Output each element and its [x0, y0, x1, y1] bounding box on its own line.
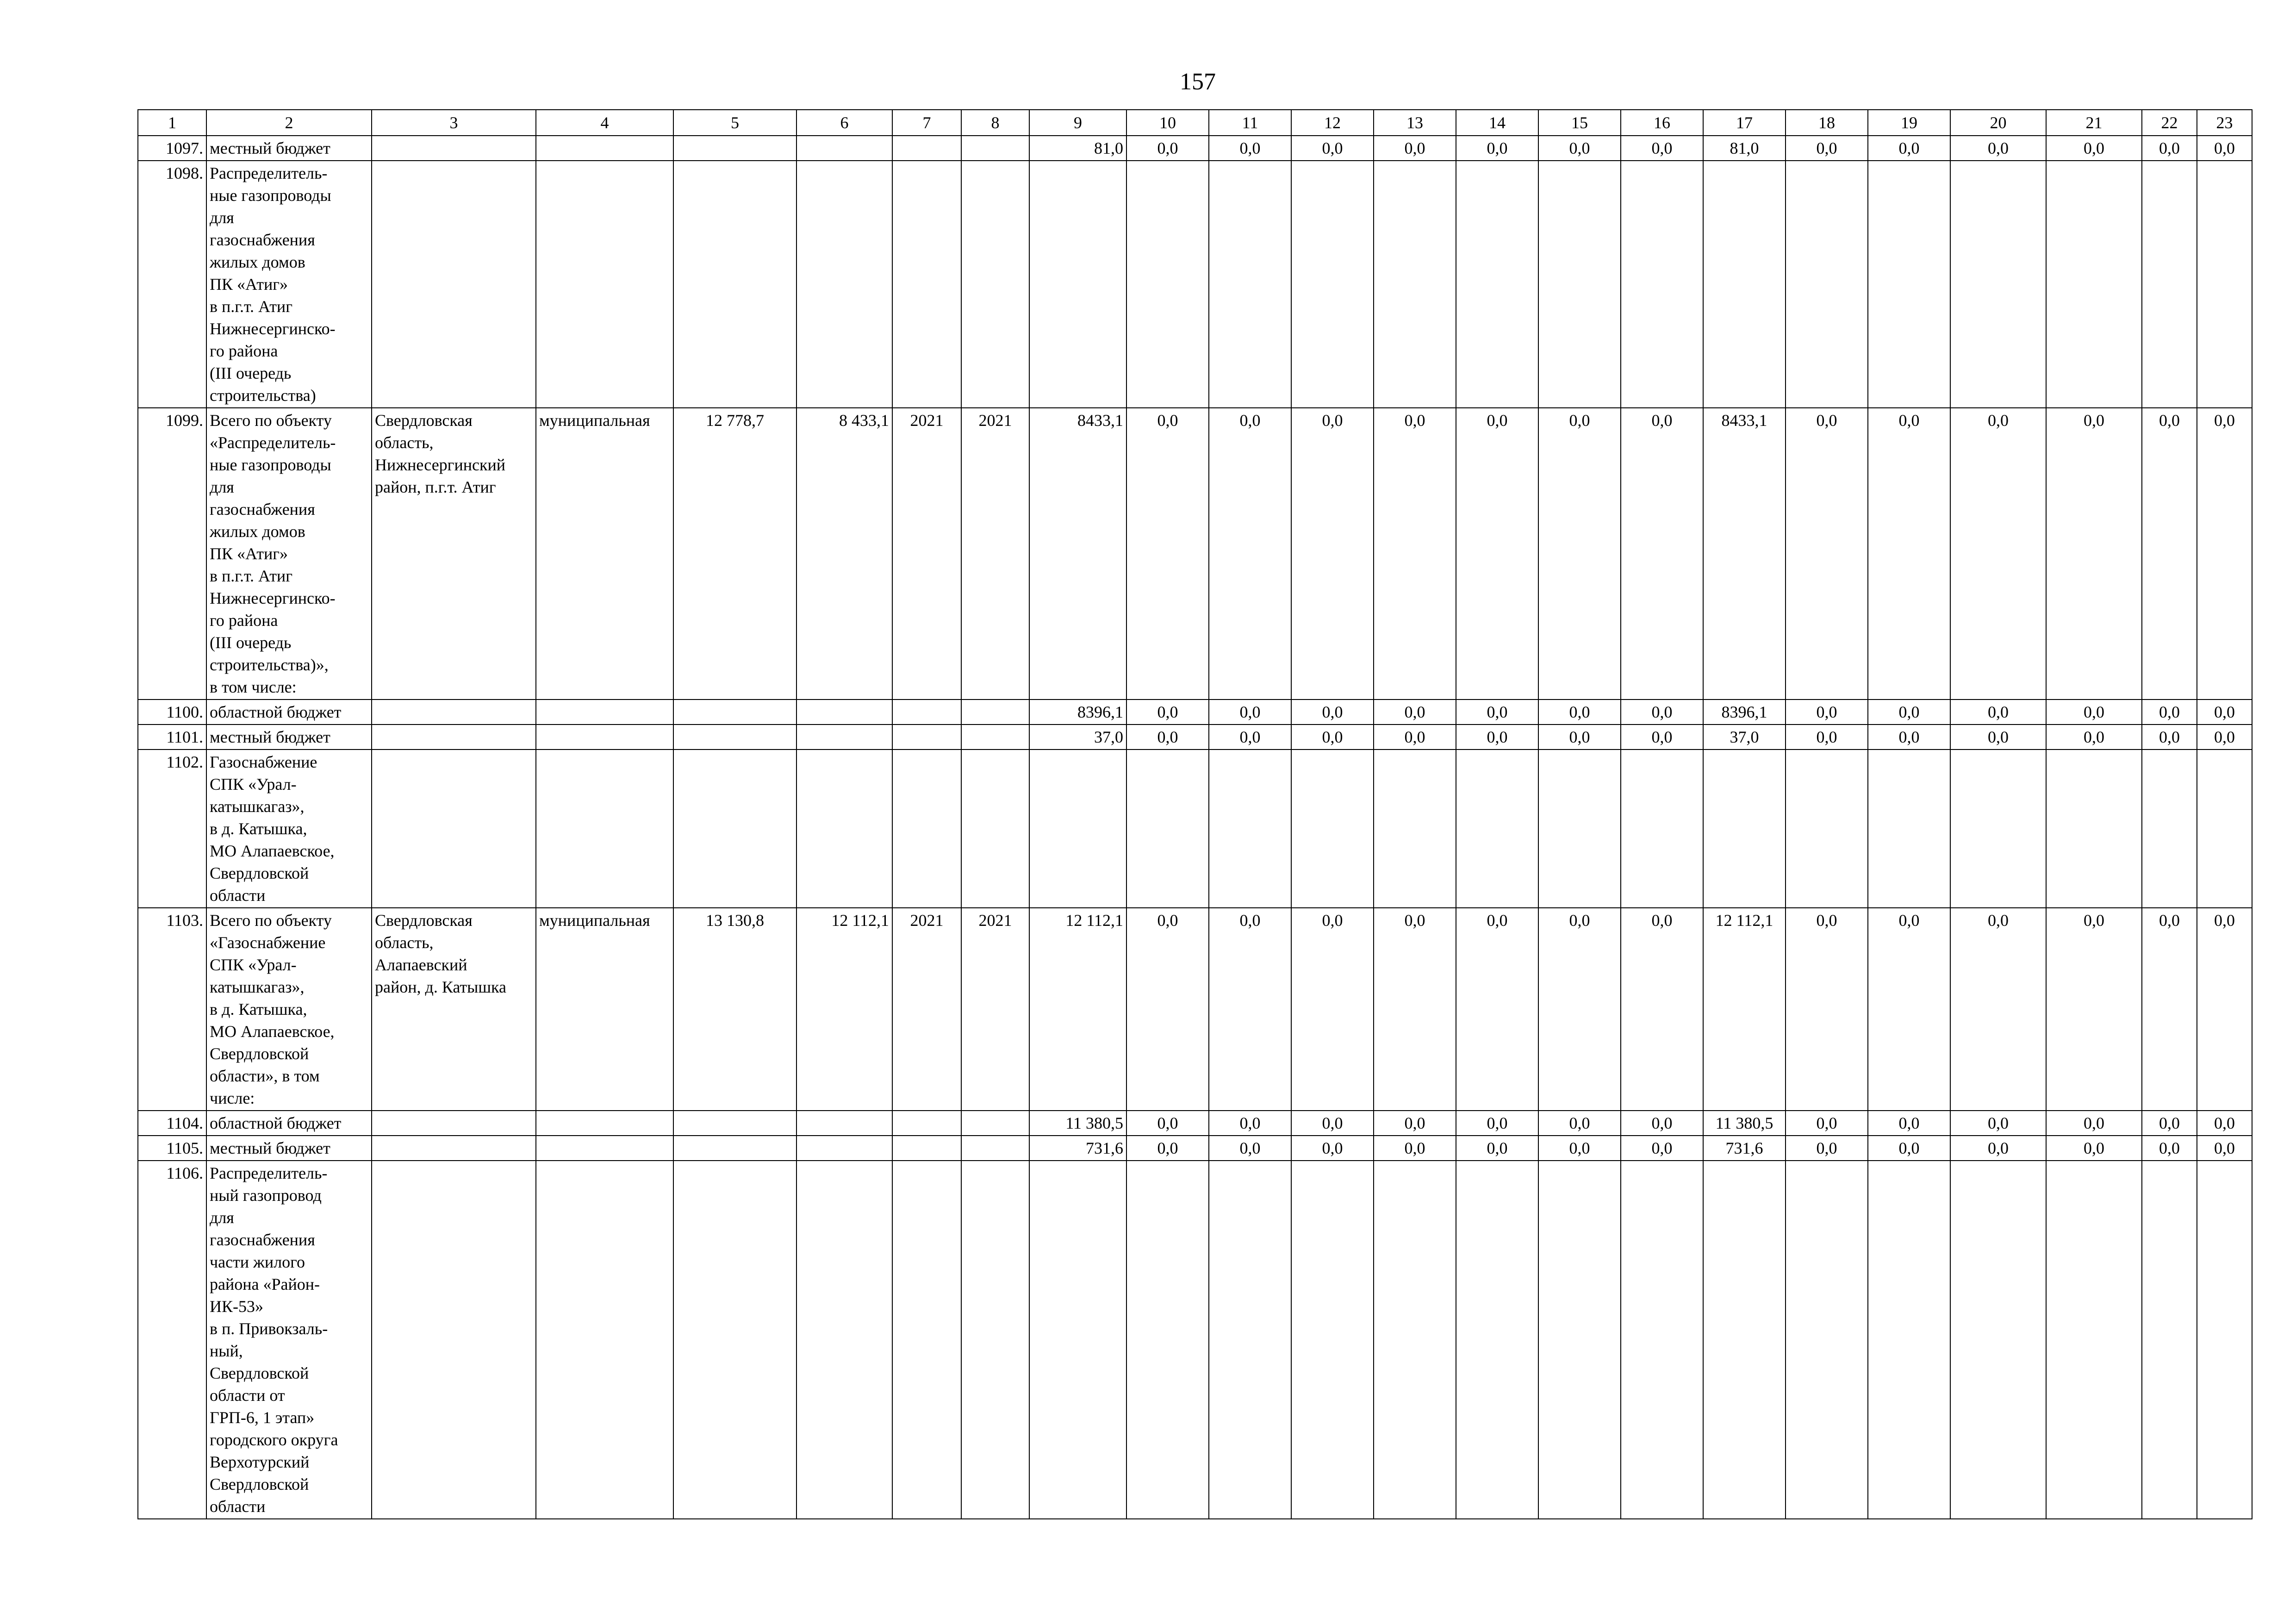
value-cell: [1786, 161, 1868, 408]
ownership-cell: [536, 750, 673, 908]
value-cell: 0,0: [1950, 408, 2046, 700]
value-cell: 0,0: [1786, 408, 1868, 700]
value-cell: 0,0: [1538, 725, 1621, 750]
value-cell: [1621, 161, 1703, 408]
column-header: 8: [961, 110, 1029, 136]
value-cell: 0,0: [1538, 908, 1621, 1111]
value-cell: [1126, 750, 1209, 908]
end-year-cell: [961, 1136, 1029, 1161]
row-number-cell: 1102.: [138, 750, 206, 908]
row-number-cell: 1099.: [138, 408, 206, 700]
value-cell: 0,0: [1868, 408, 1950, 700]
value-cell: 0,0: [1291, 700, 1374, 725]
column-header: 4: [536, 110, 673, 136]
value-cell: [2142, 1161, 2197, 1519]
column-header: 22: [2142, 110, 2197, 136]
value-cell: 0,0: [2197, 1111, 2252, 1136]
value-cell: 0,0: [1126, 1136, 1209, 1161]
column-number-header-row: [138, 110, 2252, 136]
remaining-cost-cell: [796, 725, 892, 750]
value-cell: 0,0: [1621, 1111, 1703, 1136]
ownership-cell: [536, 700, 673, 725]
location-cell: Свердловская область, Нижнесергинский район, п.г.т. Атиг: [372, 408, 536, 700]
value-cell: [1374, 161, 1456, 408]
page-number: 157: [1180, 69, 1216, 95]
column-header: 14: [1456, 110, 1538, 136]
value-cell: [1538, 1161, 1621, 1519]
year-funding-cell: 12 112,1: [1703, 908, 1786, 1111]
value-cell: 0,0: [1374, 408, 1456, 700]
value-cell: [1291, 1161, 1374, 1519]
value-cell: 0,0: [1374, 1111, 1456, 1136]
value-cell: 0,0: [1209, 725, 1291, 750]
remaining-cost-cell: 12 112,1: [796, 908, 892, 1111]
column-header: 11: [1209, 110, 1291, 136]
value-cell: 0,0: [1621, 1136, 1703, 1161]
column-header: 5: [673, 110, 796, 136]
year-funding-cell: 731,6: [1703, 1136, 1786, 1161]
object-name-cell: Всего по объекту «Газоснабжение СПК «Урал- катышкагаз», в д. Катышка, МО Алапаевское, Свердловской области», в том числе:: [206, 908, 372, 1111]
value-cell: [1456, 750, 1538, 908]
value-cell: 0,0: [1209, 136, 1291, 161]
total-funding-cell: 731,6: [1029, 1136, 1126, 1161]
value-cell: [1786, 750, 1868, 908]
value-cell: 0,0: [1868, 725, 1950, 750]
value-cell: 0,0: [2046, 1136, 2142, 1161]
table-row: [138, 136, 2252, 161]
object-name-cell: областной бюджет: [206, 700, 372, 725]
value-cell: 0,0: [2197, 700, 2252, 725]
value-cell: [2142, 750, 2197, 908]
value-cell: 0,0: [2142, 1136, 2197, 1161]
end-year-cell: [961, 750, 1029, 908]
value-cell: [1950, 1161, 2046, 1519]
table-row: [138, 725, 2252, 750]
table-row: [138, 161, 2252, 408]
column-header: 1: [138, 110, 206, 136]
value-cell: 0,0: [1950, 1136, 2046, 1161]
location-cell: [372, 1161, 536, 1519]
column-header: 18: [1786, 110, 1868, 136]
value-cell: [1209, 1161, 1291, 1519]
year-funding-cell: [1703, 750, 1786, 908]
row-number-cell: 1098.: [138, 161, 206, 408]
value-cell: 0,0: [1950, 136, 2046, 161]
value-cell: 0,0: [1621, 908, 1703, 1111]
column-header: 10: [1126, 110, 1209, 136]
total-funding-cell: [1029, 161, 1126, 408]
year-funding-cell: 8433,1: [1703, 408, 1786, 700]
value-cell: 0,0: [1868, 136, 1950, 161]
value-cell: 0,0: [1868, 1136, 1950, 1161]
remaining-cost-cell: [796, 161, 892, 408]
budget-table: [137, 109, 2252, 1519]
location-cell: [372, 1136, 536, 1161]
value-cell: 0,0: [1209, 908, 1291, 1111]
value-cell: 0,0: [2046, 700, 2142, 725]
column-header: 13: [1374, 110, 1456, 136]
total-funding-cell: 12 112,1: [1029, 908, 1126, 1111]
value-cell: [1126, 161, 1209, 408]
estimated-cost-cell: [673, 750, 796, 908]
start-year-cell: [892, 700, 961, 725]
object-name-cell: местный бюджет: [206, 1136, 372, 1161]
start-year-cell: [892, 1136, 961, 1161]
table-row: [138, 408, 2252, 700]
value-cell: 0,0: [2142, 908, 2197, 1111]
column-header: 7: [892, 110, 961, 136]
value-cell: [1786, 1161, 1868, 1519]
column-header: 15: [1538, 110, 1621, 136]
value-cell: [1868, 161, 1950, 408]
row-number-cell: 1103.: [138, 908, 206, 1111]
ownership-cell: [536, 136, 673, 161]
value-cell: 0,0: [1291, 908, 1374, 1111]
value-cell: 0,0: [1374, 1136, 1456, 1161]
value-cell: 0,0: [2046, 136, 2142, 161]
value-cell: 0,0: [1786, 1111, 1868, 1136]
value-cell: [1950, 750, 2046, 908]
location-cell: [372, 1111, 536, 1136]
location-cell: [372, 161, 536, 408]
end-year-cell: [961, 725, 1029, 750]
ownership-cell: [536, 161, 673, 408]
value-cell: 0,0: [1209, 408, 1291, 700]
value-cell: 0,0: [1621, 725, 1703, 750]
value-cell: [1456, 1161, 1538, 1519]
row-number-cell: 1101.: [138, 725, 206, 750]
value-cell: 0,0: [1126, 908, 1209, 1111]
value-cell: 0,0: [2142, 725, 2197, 750]
total-funding-cell: [1029, 1161, 1126, 1519]
ownership-cell: [536, 1111, 673, 1136]
value-cell: 0,0: [1950, 908, 2046, 1111]
value-cell: 0,0: [1126, 136, 1209, 161]
total-funding-cell: 37,0: [1029, 725, 1126, 750]
value-cell: 0,0: [1374, 908, 1456, 1111]
ownership-cell: муниципальная: [536, 408, 673, 700]
value-cell: 0,0: [1950, 725, 2046, 750]
estimated-cost-cell: [673, 1111, 796, 1136]
value-cell: 0,0: [1950, 1111, 2046, 1136]
value-cell: 0,0: [1456, 1111, 1538, 1136]
table-row: [138, 1136, 2252, 1161]
start-year-cell: [892, 161, 961, 408]
location-cell: [372, 725, 536, 750]
value-cell: [1209, 750, 1291, 908]
total-funding-cell: 11 380,5: [1029, 1111, 1126, 1136]
value-cell: 0,0: [1374, 725, 1456, 750]
column-header: 19: [1868, 110, 1950, 136]
value-cell: 0,0: [1786, 136, 1868, 161]
value-cell: 0,0: [2142, 136, 2197, 161]
value-cell: 0,0: [1621, 700, 1703, 725]
start-year-cell: [892, 1111, 961, 1136]
table-row: [138, 1161, 2252, 1519]
remaining-cost-cell: [796, 1136, 892, 1161]
location-cell: [372, 750, 536, 908]
value-cell: 0,0: [2197, 908, 2252, 1111]
value-cell: [2046, 161, 2142, 408]
value-cell: 0,0: [1868, 908, 1950, 1111]
value-cell: [2197, 1161, 2252, 1519]
column-header: 16: [1621, 110, 1703, 136]
value-cell: 0,0: [1291, 1136, 1374, 1161]
start-year-cell: 2021: [892, 408, 961, 700]
value-cell: 0,0: [1374, 700, 1456, 725]
value-cell: [1456, 161, 1538, 408]
start-year-cell: [892, 1161, 961, 1519]
end-year-cell: [961, 161, 1029, 408]
value-cell: 0,0: [1868, 1111, 1950, 1136]
location-cell: Свердловская область, Алапаевский район, д. Катышка: [372, 908, 536, 1111]
column-header: 6: [796, 110, 892, 136]
value-cell: [1868, 1161, 1950, 1519]
value-cell: [1868, 750, 1950, 908]
value-cell: 0,0: [2046, 408, 2142, 700]
start-year-cell: [892, 725, 961, 750]
row-number-cell: 1106.: [138, 1161, 206, 1519]
value-cell: 0,0: [1209, 1136, 1291, 1161]
end-year-cell: [961, 1111, 1029, 1136]
value-cell: 0,0: [2142, 408, 2197, 700]
year-funding-cell: [1703, 161, 1786, 408]
value-cell: [2197, 161, 2252, 408]
column-header: 21: [2046, 110, 2142, 136]
year-funding-cell: 37,0: [1703, 725, 1786, 750]
ownership-cell: [536, 1161, 673, 1519]
value-cell: 0,0: [1456, 908, 1538, 1111]
value-cell: [2046, 750, 2142, 908]
estimated-cost-cell: 12 778,7: [673, 408, 796, 700]
year-funding-cell: 11 380,5: [1703, 1111, 1786, 1136]
end-year-cell: [961, 136, 1029, 161]
value-cell: [2197, 750, 2252, 908]
object-name-cell: областной бюджет: [206, 1111, 372, 1136]
object-name-cell: Всего по объекту «Распределитель- ные газопроводы для газоснабжения жилых домов ПК «Атиг» в п.г.т. Атиг Нижнесергинско- го района (III очередь строительства)», в том числе:: [206, 408, 372, 700]
table-row: [138, 750, 2252, 908]
value-cell: 0,0: [1126, 1111, 1209, 1136]
estimated-cost-cell: 13 130,8: [673, 908, 796, 1111]
value-cell: 0,0: [1621, 408, 1703, 700]
end-year-cell: 2021: [961, 908, 1029, 1111]
value-cell: 0,0: [2046, 908, 2142, 1111]
value-cell: 0,0: [2197, 136, 2252, 161]
value-cell: 0,0: [1786, 908, 1868, 1111]
value-cell: 0,0: [1374, 136, 1456, 161]
year-funding-cell: 8396,1: [1703, 700, 1786, 725]
estimated-cost-cell: [673, 136, 796, 161]
row-number-cell: 1100.: [138, 700, 206, 725]
start-year-cell: [892, 136, 961, 161]
value-cell: 0,0: [1291, 136, 1374, 161]
object-name-cell: местный бюджет: [206, 725, 372, 750]
table-row: [138, 908, 2252, 1111]
column-header: 9: [1029, 110, 1126, 136]
estimated-cost-cell: [673, 1136, 796, 1161]
value-cell: 0,0: [2142, 700, 2197, 725]
column-header: 3: [372, 110, 536, 136]
column-header: 2: [206, 110, 372, 136]
total-funding-cell: 81,0: [1029, 136, 1126, 161]
value-cell: [1538, 750, 1621, 908]
value-cell: 0,0: [1209, 1111, 1291, 1136]
total-funding-cell: [1029, 750, 1126, 908]
remaining-cost-cell: [796, 136, 892, 161]
value-cell: 0,0: [1126, 725, 1209, 750]
value-cell: 0,0: [1126, 700, 1209, 725]
value-cell: 0,0: [1538, 136, 1621, 161]
value-cell: [1538, 161, 1621, 408]
value-cell: 0,0: [1209, 700, 1291, 725]
row-number-cell: 1104.: [138, 1111, 206, 1136]
value-cell: 0,0: [1456, 700, 1538, 725]
value-cell: [1291, 750, 1374, 908]
end-year-cell: [961, 700, 1029, 725]
table-row: [138, 1111, 2252, 1136]
value-cell: [1374, 750, 1456, 908]
value-cell: 0,0: [1950, 700, 2046, 725]
value-cell: 0,0: [1786, 725, 1868, 750]
value-cell: 0,0: [1291, 408, 1374, 700]
value-cell: 0,0: [1126, 408, 1209, 700]
object-name-cell: местный бюджет: [206, 136, 372, 161]
ownership-cell: [536, 1136, 673, 1161]
estimated-cost-cell: [673, 700, 796, 725]
value-cell: [1621, 750, 1703, 908]
value-cell: [1291, 161, 1374, 408]
total-funding-cell: 8433,1: [1029, 408, 1126, 700]
column-header: 20: [1950, 110, 2046, 136]
value-cell: [2046, 1161, 2142, 1519]
location-cell: [372, 700, 536, 725]
column-header: 12: [1291, 110, 1374, 136]
value-cell: [1621, 1161, 1703, 1519]
object-name-cell: Распределитель- ные газопроводы для газоснабжения жилых домов ПК «Атиг» в п.г.т. Атиг Нижнесергинско- го района (III очередь строительства): [206, 161, 372, 408]
value-cell: 0,0: [1538, 1111, 1621, 1136]
value-cell: 0,0: [1456, 136, 1538, 161]
value-cell: 0,0: [1291, 725, 1374, 750]
value-cell: 0,0: [1291, 1111, 1374, 1136]
value-cell: [1950, 161, 2046, 408]
value-cell: 0,0: [1868, 700, 1950, 725]
value-cell: 0,0: [1456, 725, 1538, 750]
start-year-cell: [892, 750, 961, 908]
value-cell: [1209, 161, 1291, 408]
year-funding-cell: [1703, 1161, 1786, 1519]
value-cell: 0,0: [2046, 1111, 2142, 1136]
value-cell: [1374, 1161, 1456, 1519]
value-cell: 0,0: [1456, 1136, 1538, 1161]
value-cell: 0,0: [1538, 408, 1621, 700]
value-cell: 0,0: [1786, 700, 1868, 725]
end-year-cell: [961, 1161, 1029, 1519]
row-number-cell: 1105.: [138, 1136, 206, 1161]
estimated-cost-cell: [673, 725, 796, 750]
remaining-cost-cell: [796, 1161, 892, 1519]
value-cell: 0,0: [1621, 136, 1703, 161]
remaining-cost-cell: [796, 1111, 892, 1136]
estimated-cost-cell: [673, 161, 796, 408]
value-cell: 0,0: [2197, 408, 2252, 700]
object-name-cell: Газоснабжение СПК «Урал- катышкагаз», в д. Катышка, МО Алапаевское, Свердловской области: [206, 750, 372, 908]
value-cell: 0,0: [2197, 725, 2252, 750]
location-cell: [372, 136, 536, 161]
year-funding-cell: 81,0: [1703, 136, 1786, 161]
column-header: 23: [2197, 110, 2252, 136]
object-name-cell: Распределитель- ный газопровод для газоснабжения части жилого района «Район- ИК-53» в п. Привокзаль- ный, Свердловской области от ГРП-6, 1 этап» городского округа Верхотурский Свердловской области: [206, 1161, 372, 1519]
value-cell: 0,0: [1786, 1136, 1868, 1161]
start-year-cell: 2021: [892, 908, 961, 1111]
total-funding-cell: 8396,1: [1029, 700, 1126, 725]
table-row: [138, 700, 2252, 725]
ownership-cell: муниципальная: [536, 908, 673, 1111]
row-number-cell: 1097.: [138, 136, 206, 161]
value-cell: 0,0: [2197, 1136, 2252, 1161]
value-cell: 0,0: [1538, 700, 1621, 725]
ownership-cell: [536, 725, 673, 750]
value-cell: 0,0: [2142, 1111, 2197, 1136]
remaining-cost-cell: 8 433,1: [796, 408, 892, 700]
value-cell: 0,0: [1538, 1136, 1621, 1161]
value-cell: 0,0: [2046, 725, 2142, 750]
value-cell: [2142, 161, 2197, 408]
estimated-cost-cell: [673, 1161, 796, 1519]
value-cell: 0,0: [1456, 408, 1538, 700]
end-year-cell: 2021: [961, 408, 1029, 700]
column-header: 17: [1703, 110, 1786, 136]
value-cell: [1126, 1161, 1209, 1519]
remaining-cost-cell: [796, 750, 892, 908]
remaining-cost-cell: [796, 700, 892, 725]
